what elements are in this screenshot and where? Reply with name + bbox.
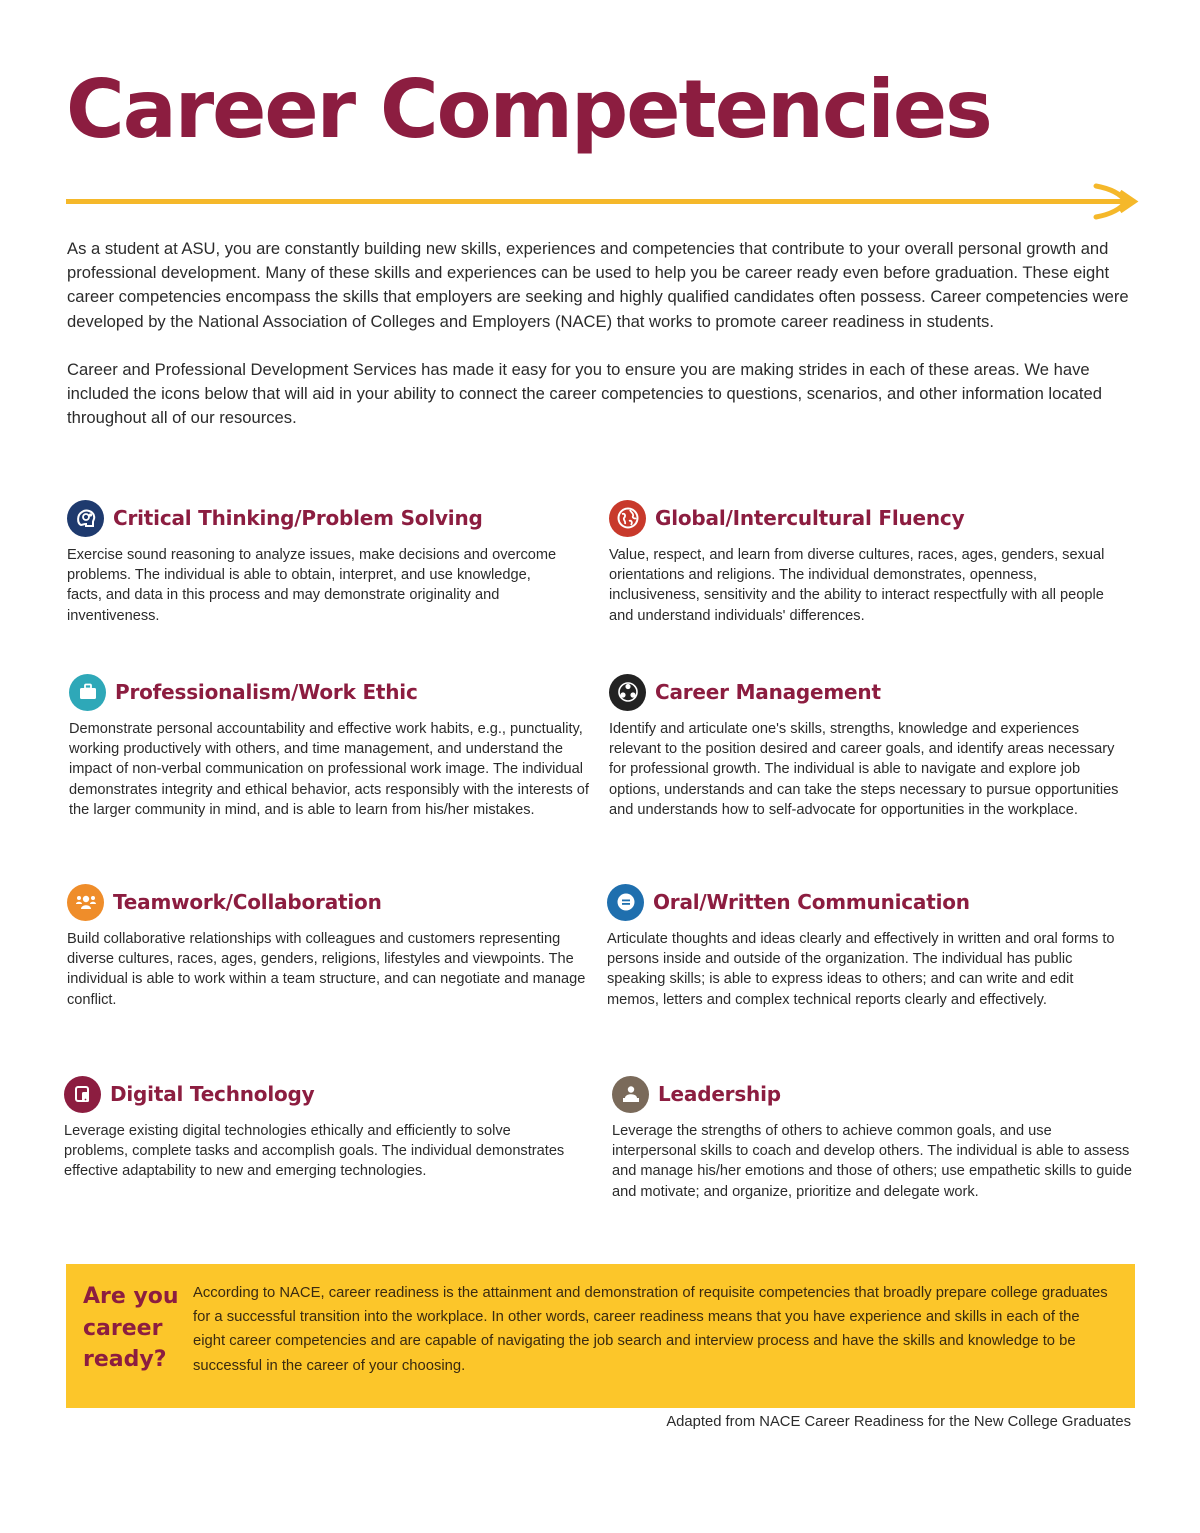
competency-critical-thinking <box>67 498 567 626</box>
competency-title: Career Management <box>655 680 881 704</box>
competency-teamwork <box>67 882 597 1010</box>
pitchfork-divider <box>66 170 1146 230</box>
competency-description: Value, respect, and learn from diverse cultures, races, ages, genders, sexual orientations and religions. The individual demonstrates, openness, inclusiveness, sensitivity and the ability to interact respectfully with all people and understand individuals' differences. <box>609 547 1105 624</box>
competency-leadership <box>612 1074 1137 1202</box>
competency-description: Demonstrate personal accountability and effective work habits, e.g., punctuality, working productively with others, and time management, and understand the impact of non-verbal communication on professional work image. The individual demonstrates integrity and ethical behavior, acts responsibly with the interests of the larger community in mind, and is able to learn from his/her mistakes. <box>69 721 589 818</box>
team-icon <box>67 884 104 921</box>
competency-description: Leverage existing digital technologies ethically and efficiently to solve problems, complete tasks and accomplish goals. The individual demonstrates effective adaptability to new and emerging technologies. <box>64 1123 565 1180</box>
competency-title: Digital Technology <box>110 1082 315 1106</box>
competency-title: Oral/Written Communication <box>653 890 970 914</box>
speech-bubble-icon <box>607 884 644 921</box>
network-icon <box>609 674 646 711</box>
competency-title: Teamwork/Collaboration <box>113 890 382 914</box>
intro-paragraph-1: As a student at ASU, you are constantly building new skills, experiences and competencies that contribute to your overall personal growth and professional development. Many of these skills and experiences can be used to help you be career ready even before graduation. These eight career competencies encompass the skills that employers are seeking and highly qualified candidates often possess. Career competencies were developed by the National Association of Colleges and Employers (NACE) that works to promote career readiness in students. <box>67 239 1129 331</box>
competency-description: Leverage the strengths of others to achieve common goals, and use interpersonal skills to coach and develop others. The individual is able to assess and manage his/her emotions and those of others; use empathetic skills to guide and motivate; and organize, prioritize and delegate work. <box>612 1123 1133 1200</box>
competency-title: Professionalism/Work Ethic <box>115 680 418 704</box>
competency-description: Build collaborative relationships with colleagues and customers representing diverse cultures, races, ages, genders, religions, lifestyles and viewpoints. The individual is able to work within a team structure, and can negotiate and manage conflict. <box>67 931 586 1008</box>
career-ready-callout <box>66 1264 1135 1408</box>
intro-text <box>67 237 1137 430</box>
competency-title: Leadership <box>658 1082 781 1106</box>
briefcase-icon <box>69 674 106 711</box>
competency-career-management <box>609 672 1129 820</box>
globe-icon <box>609 500 646 537</box>
competency-communication <box>607 882 1127 1010</box>
competency-description: Exercise sound reasoning to analyze issues, make decisions and overcome problems. The individual is able to obtain, interpret, and use knowledge, facts, and data in this process and may demonstrate originality and inventiveness. <box>67 547 557 624</box>
competency-title: Global/Intercultural Fluency <box>655 506 965 530</box>
leader-icon <box>612 1076 649 1113</box>
callout-question: Are you career ready? <box>83 1284 179 1372</box>
competency-global-fluency <box>609 498 1129 626</box>
competency-description: Identify and articulate one's skills, strengths, knowledge and experiences relevant to the position desired and career goals, and identify areas necessary for professional growth. The individual is able to navigate and explore job options, understands and can take the steps necessary to pursue opportunities and understands how to self-advocate for opportunities in the workplace. <box>609 721 1119 818</box>
page-title: Career Competencies <box>66 63 991 156</box>
intro-paragraph-2: Career and Professional Development Services has made it easy for you to ensure you are making strides in each of these areas. We have included the icons below that will aid in your ability to connect the career competencies to questions, scenarios, and other information located throughout all of our resources. <box>67 359 1102 428</box>
devices-icon <box>64 1076 101 1113</box>
brain-gears-icon <box>67 500 104 537</box>
source-citation: Adapted from NACE Career Readiness for the New College Graduates <box>666 1414 1131 1430</box>
competency-title: Critical Thinking/Problem Solving <box>113 506 483 530</box>
competency-professionalism <box>69 672 599 820</box>
callout-text: According to NACE, career readiness is the attainment and demonstration of requisite competencies that broadly prepare college graduates for a successful transition into the workplace. In other words, career readiness means that you have experience and skills in each of the eight career competencies and are capable of navigating the job search and interview process and have the skills and knowledge to be successful in the career of your choosing. <box>193 1285 1108 1374</box>
competency-description: Articulate thoughts and ideas clearly and effectively in written and oral forms to persons inside and outside of the organization. The individual has public speaking skills; is able to express ideas to others; and can write and edit memos, letters and complex technical reports clearly and effectively. <box>607 931 1115 1008</box>
competency-digital-technology <box>64 1074 584 1182</box>
